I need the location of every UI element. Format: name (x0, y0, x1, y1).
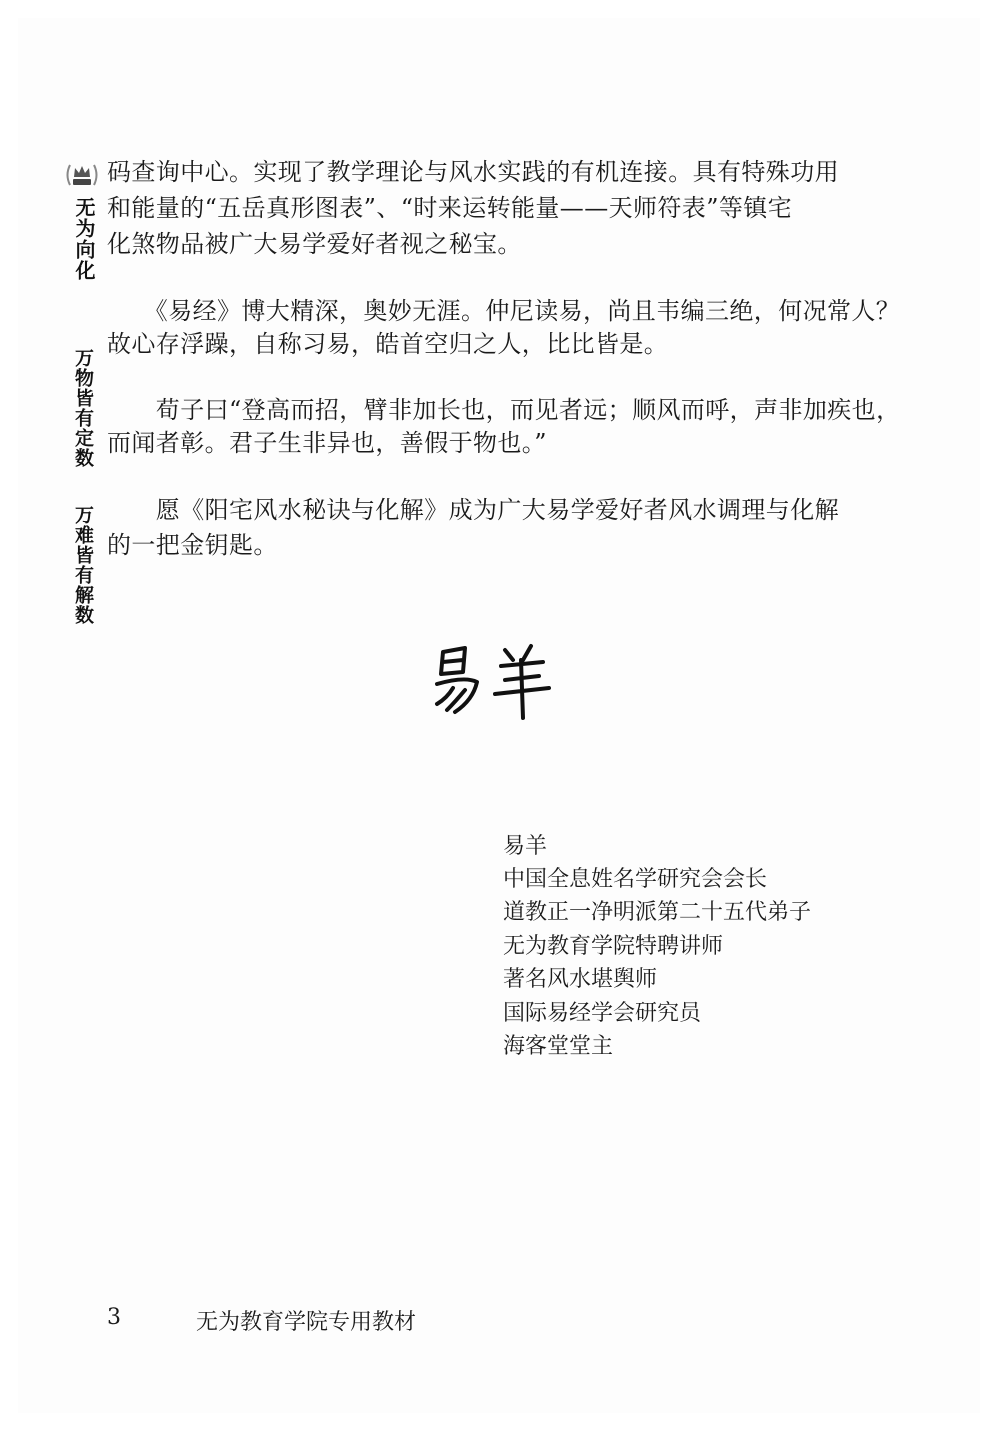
author-title: 中国全息姓名学研究会会长 (503, 867, 768, 892)
paragraph-line: 而闻者彰。君子生非异也，善假于物也。” (107, 429, 547, 457)
sidebar-motto-1: 万物皆有定数 (72, 348, 94, 468)
paragraph-line: 荀子曰“登高而招，臂非加长也，而见者远；顺风而呼，声非加疾也， (107, 396, 901, 424)
author-title: 无为教育学院特聘讲师 (503, 934, 724, 959)
paragraph-line: 和能量的“五岳真形图表”、“时来运转能量——天师符表”等镇宅 (107, 194, 793, 222)
handwritten-signature (425, 640, 565, 720)
author-title: 国际易经学会研究员 (503, 1001, 702, 1026)
sidebar-title: 无为向化 (72, 197, 96, 281)
paragraph-line: 的一把金钥匙。 (107, 531, 278, 559)
author-title: 海客堂堂主 (503, 1034, 614, 1059)
author-title: 道教正一净明派第二十五代弟子 (503, 900, 812, 925)
footer-text: 无为教育学院专用教材 (196, 1310, 417, 1335)
crown-logo-icon (62, 155, 102, 195)
paragraph-line: 《易经》博大精深，奥妙无涯。仲尼读易，尚且韦编三绝，何况常人？ (107, 297, 901, 325)
paragraph-line: 码查询中心。实现了教学理论与风水实践的有机连接。具有特殊功用 (107, 158, 839, 186)
paragraph-line: 化煞物品被广大易学爱好者视之秘宝。 (107, 230, 522, 258)
page-number: 3 (107, 1305, 121, 1330)
paragraph-line: 故心存浮躁，自称习易，皓首空归之人，比比皆是。 (107, 330, 669, 358)
paragraph-line: 愿《阳宅风水秘诀与化解》成为广大易学爱好者风水调理与化解 (107, 496, 839, 524)
author-title: 著名风水堪舆师 (503, 967, 658, 992)
author-name: 易羊 (503, 834, 548, 859)
sidebar-motto-2: 万难皆有解数 (72, 505, 94, 625)
